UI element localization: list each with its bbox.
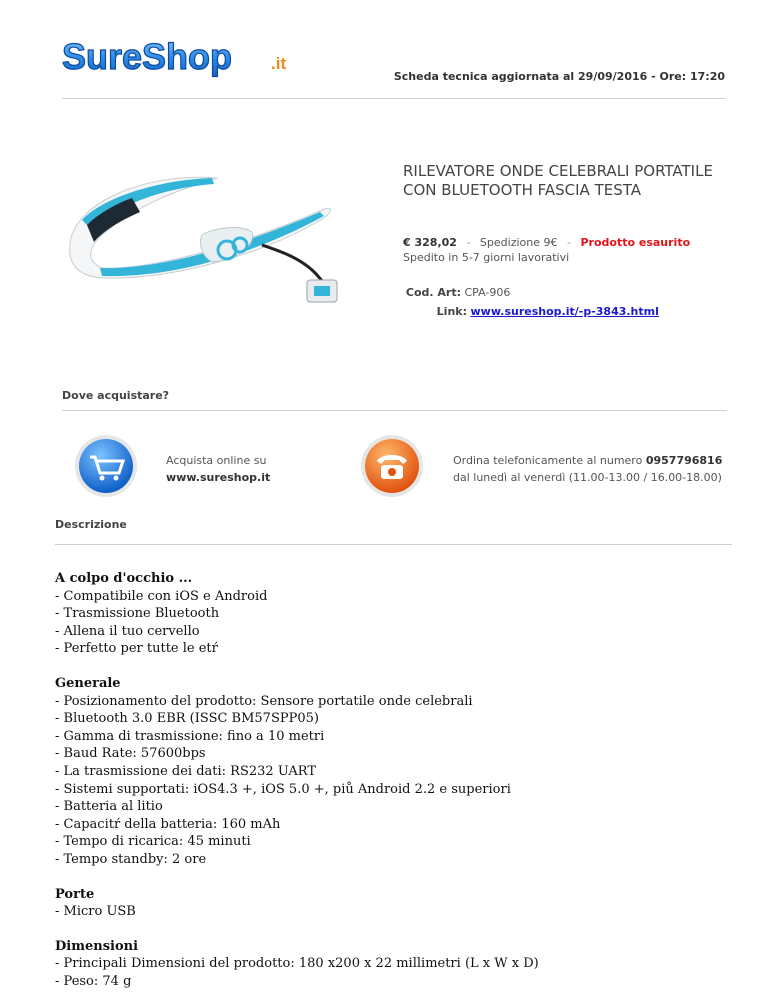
description-item: - Bluetooth 3.0 EBR (ISSC BM57SPP05)	[55, 711, 319, 727]
logo-wrapper[interactable]	[60, 36, 305, 78]
price: € 328,02	[403, 236, 457, 249]
description-body	[55, 570, 735, 1007]
description-group-title: Generale	[55, 675, 121, 691]
description-divider	[55, 544, 732, 545]
stock-status: Prodotto esaurito	[580, 236, 691, 249]
description-item: - Tempo di ricarica: 45 minuti	[55, 834, 251, 850]
description-group	[55, 938, 735, 991]
product-image	[62, 150, 352, 325]
price-line	[403, 236, 690, 249]
phone-hours: dal lunedì al venerdì (11.00-13.00 / 16.00-18.00)	[453, 471, 722, 484]
description-item: - Gamma di trasmissione: fino a 10 metri	[55, 728, 325, 744]
separator: -	[567, 236, 571, 249]
code-row	[403, 286, 659, 299]
description-item: - Trasmissione Bluetooth	[55, 606, 220, 622]
code-label: Cod. Art:	[405, 286, 461, 299]
buy-online	[166, 452, 270, 486]
delivery-time: Spedito in 5-7 giorni lavorativi	[403, 251, 570, 264]
description-item: - Baud Rate: 57600bps	[55, 746, 206, 762]
header-divider	[62, 98, 725, 99]
buy-online-site[interactable]: www.sureshop.it	[166, 471, 271, 484]
description-item: - Micro USB	[55, 904, 136, 920]
description-group	[55, 675, 735, 869]
description-item: - La trasmissione dei dati: RS232 UART	[55, 763, 316, 779]
description-item: - Peso: 74 g	[55, 973, 132, 989]
logo-text: SureShop	[62, 36, 233, 77]
cart-icon[interactable]	[73, 433, 139, 503]
description-item: - Posizionamento del prodotto: Sensore portatile onde celebrali	[55, 693, 473, 709]
description-item: - Allena il tuo cervello	[55, 623, 200, 639]
product-link[interactable]: www.sureshop.it/-p-3843.html	[470, 305, 659, 318]
description-item: - Perfetto per tutte le etŕ	[55, 641, 218, 657]
logo-graphic	[60, 36, 305, 78]
update-note: Scheda tecnica aggiornata al 29/09/2016 - Ore: 17:20	[393, 70, 725, 83]
separator: -	[466, 236, 471, 249]
description-group-title: A colpo d'occhio ...	[55, 571, 193, 586]
where-to-buy-divider	[62, 410, 727, 411]
description-heading: Descrizione	[55, 518, 127, 531]
product-title: RILEVATORE ONDE CELEBRALI PORTATILE CON BLUETOOTH FASCIA TESTA	[403, 162, 713, 199]
description-item: - Sistemi supportati: iOS4.3 +, iOS 5.0 +, piů Android 2.2 e superiori	[55, 781, 511, 797]
description-item: - Principali Dimensioni del prodotto: 180 x200 x 22 millimetri (L x W x D)	[55, 956, 539, 972]
description-group-title: Porte	[55, 886, 95, 902]
code-value: CPA-906	[464, 286, 511, 299]
description-group	[55, 886, 735, 921]
link-label: Link:	[436, 305, 467, 318]
description-group	[55, 570, 735, 658]
buy-by-phone	[453, 452, 722, 486]
link-row	[403, 305, 659, 318]
phone-number[interactable]: 0957796816	[645, 454, 723, 467]
where-to-buy-heading: Dove acquistare?	[62, 389, 170, 402]
shipping-cost: Spedizione 9€	[479, 236, 558, 249]
description-item: - Tempo standby: 2 ore	[55, 851, 207, 867]
description-group-title: Dimensioni	[55, 938, 139, 954]
buy-online-line1: Acquista online su	[166, 454, 267, 467]
description-item: - Compatibile con iOS e Android	[55, 588, 268, 604]
description-item: - Batteria al litio	[55, 799, 163, 815]
product-meta	[403, 286, 659, 324]
description-item: - Capacitŕ della batteria: 160 mAh	[55, 816, 281, 832]
logo-tld: .it	[271, 54, 287, 73]
phone-icon[interactable]	[359, 433, 425, 503]
phone-prefix: Ordina telefonicamente al numero	[453, 454, 643, 467]
